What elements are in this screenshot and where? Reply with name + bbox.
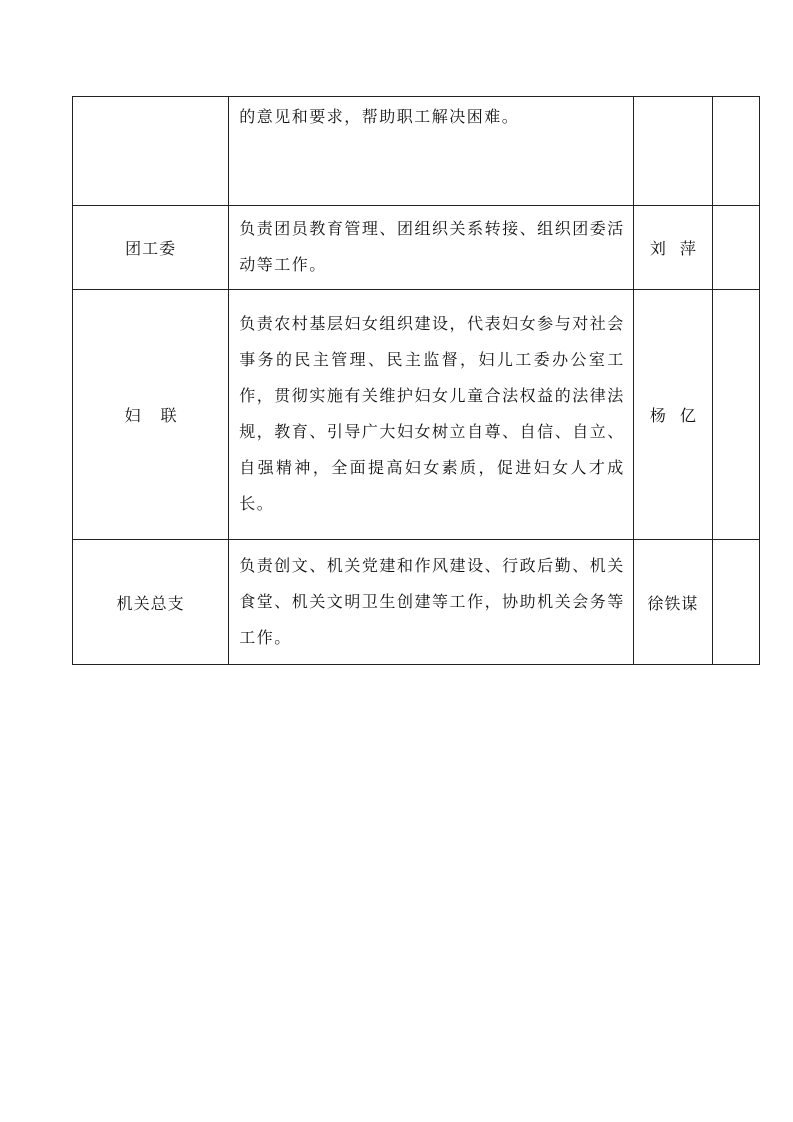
dept-cell — [73, 97, 229, 206]
duty-cell: 负责农村基层妇女组织建设，代表妇女参与对社会事务的民主管理、民主监督，妇儿工委办公室工作，贯彻实施有关维护妇女儿童合法权益的法律法规，教育、引导广大妇女树立自尊、自信、自立、自强精神，全面提高妇女素质，促进妇女人才成长。 — [229, 290, 634, 540]
table-row — [73, 206, 760, 290]
person-cell — [633, 206, 712, 290]
person-cell — [633, 97, 712, 206]
person-name: 杨亿 — [649, 406, 710, 425]
empty-cell — [712, 290, 759, 540]
person-name: 刘萍 — [649, 239, 710, 258]
person-cell: 徐铁谋 — [633, 540, 712, 665]
dept-name: 妇联 — [124, 406, 197, 425]
person-cell — [633, 290, 712, 540]
table-row — [73, 97, 760, 206]
duty-table — [72, 96, 760, 665]
dept-cell: 机关总支 — [73, 540, 229, 665]
dept-cell — [73, 290, 229, 540]
empty-cell — [712, 540, 759, 665]
empty-cell — [712, 97, 759, 206]
empty-cell — [712, 206, 759, 290]
duty-cell: 负责创文、机关党建和作风建设、行政后勤、机关食堂、机关文明卫生创建等工作，协助机关会务等工作。 — [229, 540, 634, 665]
table-row — [73, 540, 760, 665]
duty-cell: 的意见和要求，帮助职工解决困难。 — [229, 97, 634, 206]
dept-cell: 团工委 — [73, 206, 229, 290]
duty-cell: 负责团员教育管理、团组织关系转接、组织团委活动等工作。 — [229, 206, 634, 290]
table-row — [73, 290, 760, 540]
